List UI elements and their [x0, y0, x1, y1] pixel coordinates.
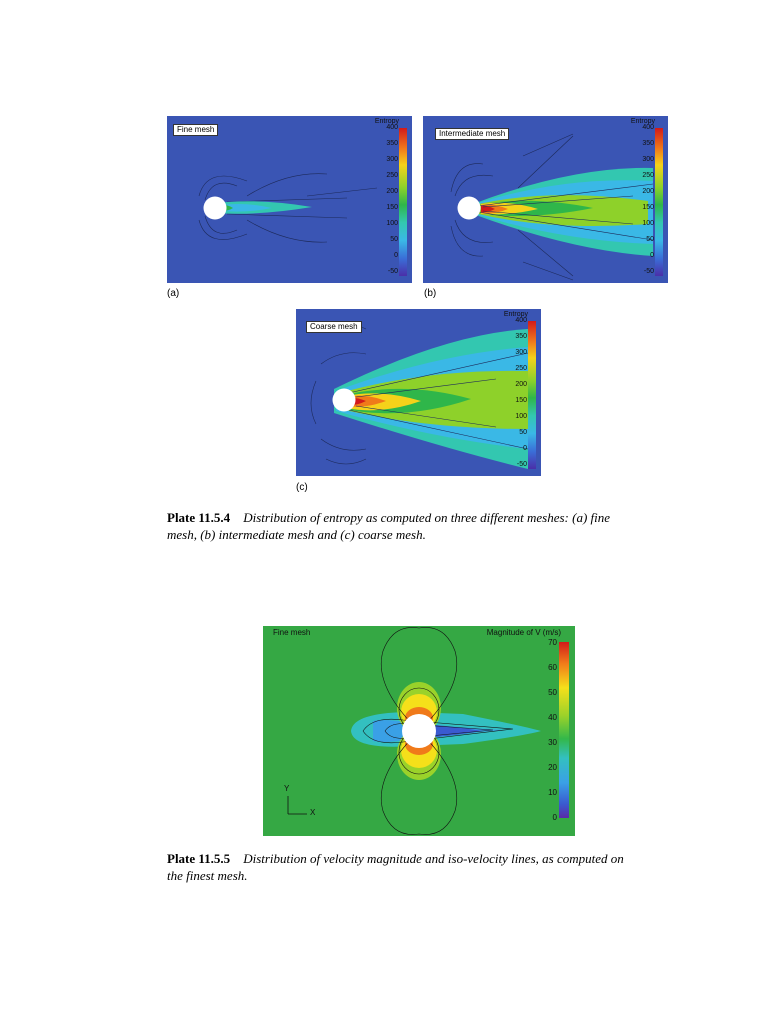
colorbar-tick-label: 20 — [548, 763, 557, 772]
colorbar-ticks — [531, 638, 557, 822]
entropy-plot-intermediate — [423, 116, 668, 283]
colorbar-tick-label: 200 — [642, 188, 654, 195]
entropy-plot-coarse — [296, 309, 541, 476]
colorbar-ticks — [499, 317, 527, 469]
colorbar-tick-label: 60 — [548, 663, 557, 672]
colorbar-tick-label: 350 — [386, 140, 398, 147]
colorbar-tick-label: 200 — [386, 188, 398, 195]
colorbar-tick-label: 50 — [390, 236, 398, 243]
colorbar-tick-label: 300 — [515, 349, 527, 356]
colorbar-tick-label: 300 — [642, 156, 654, 163]
colorbar-tick-label: -50 — [516, 461, 527, 468]
colorbar-tick-label: 40 — [548, 713, 557, 722]
mesh-label: Intermediate mesh — [435, 128, 509, 140]
velocity-plot — [263, 626, 575, 836]
panel-label-c: (c) — [296, 482, 308, 493]
panel-label-a: (a) — [167, 288, 180, 299]
colorbar-tick-label: 150 — [386, 204, 398, 211]
colorbar-ticks — [370, 124, 398, 276]
colorbar-ticks — [626, 124, 654, 276]
colorbar-title: Magnitude of V (m/s) — [486, 628, 561, 637]
panel-label-b: (b) — [424, 288, 437, 299]
colorbar-tick-label: 150 — [642, 204, 654, 211]
colorbar-tick-label: -50 — [387, 268, 398, 275]
colorbar-tick-label: 0 — [552, 813, 557, 822]
colorbar-tick-label: 250 — [386, 172, 398, 179]
colorbar-tick-label: 100 — [515, 413, 527, 420]
colorbar-tick-label: 350 — [642, 140, 654, 147]
colorbar-tick-label: 250 — [515, 365, 527, 372]
caption-plate-11-5-4 — [167, 509, 637, 543]
colorbar-tick-label: 0 — [394, 252, 398, 259]
colorbar-tick-label: 100 — [386, 220, 398, 227]
colorbar-tick-label: 350 — [515, 333, 527, 340]
mesh-label: Fine mesh — [173, 124, 218, 136]
axis-y-label: Y — [284, 784, 290, 793]
caption-text: Distribution of velocity magnitude and iso-velocity lines, as computed on the finest mesh. — [167, 851, 624, 883]
colorbar-tick-label: 10 — [548, 788, 557, 797]
colorbar-tick-label: 70 — [548, 638, 557, 647]
caption-plate-11-5-5 — [167, 850, 637, 884]
caption-number: Plate 11.5.5 — [167, 851, 231, 866]
colorbar-tick-label: 50 — [646, 236, 654, 243]
colorbar-tick-label: 0 — [523, 445, 527, 452]
caption-number: Plate 11.5.4 — [167, 510, 231, 525]
entropy-plot-fine — [167, 116, 412, 283]
caption-text: Distribution of entropy as computed on three different meshes: (a) fine mesh, (b) intermediate mesh and (c) coarse mesh. — [167, 510, 611, 542]
colorbar-tick-label: 400 — [642, 124, 654, 131]
axis-x-label: X — [310, 808, 316, 817]
colorbar-tick-label: 200 — [515, 381, 527, 388]
colorbar-tick-label: 400 — [515, 317, 527, 324]
colorbar-tick-label: 400 — [386, 124, 398, 131]
colorbar-tick-label: 100 — [642, 220, 654, 227]
velocity-contour — [263, 626, 575, 836]
colorbar-tick-label: 250 — [642, 172, 654, 179]
colorbar-tick-label: 50 — [519, 429, 527, 436]
colorbar-title: Entropy — [630, 118, 655, 125]
colorbar-tick-label: 50 — [548, 688, 557, 697]
colorbar-title: Entropy — [503, 311, 528, 318]
mesh-label: Coarse mesh — [306, 321, 362, 333]
colorbar-tick-label: -50 — [643, 268, 654, 275]
colorbar-tick-label: 300 — [386, 156, 398, 163]
colorbar-tick-label: 30 — [548, 738, 557, 747]
mesh-label: Fine mesh — [273, 628, 311, 637]
colorbar-tick-label: 150 — [515, 397, 527, 404]
colorbar-title: Entropy — [374, 118, 399, 125]
colorbar-tick-label: 0 — [650, 252, 654, 259]
